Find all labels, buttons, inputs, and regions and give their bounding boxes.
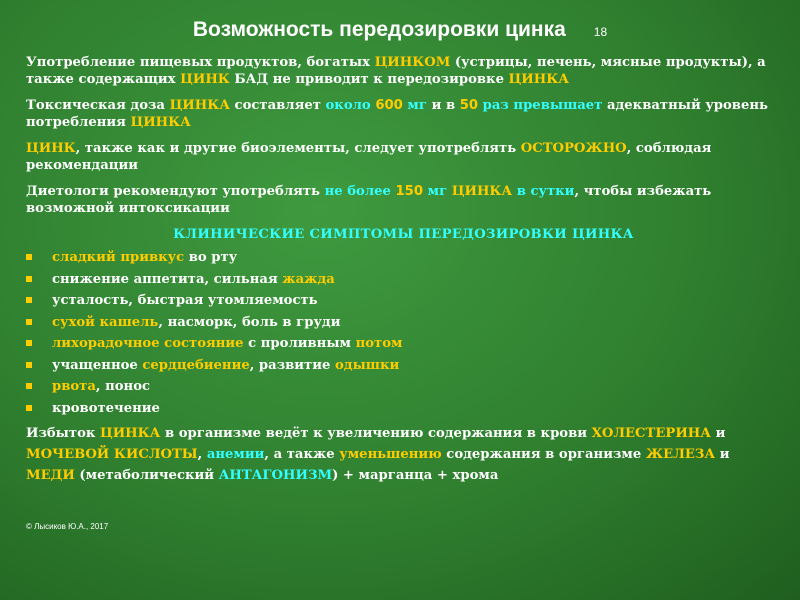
text: сухой кашель bbox=[52, 314, 159, 330]
text: и bbox=[711, 425, 726, 441]
list-item bbox=[26, 357, 781, 374]
square-bullet-icon bbox=[26, 276, 32, 282]
text: содержания в организме bbox=[441, 446, 646, 462]
text: учащенное bbox=[52, 357, 143, 373]
text: и bbox=[715, 446, 730, 462]
text: ЦИНК bbox=[180, 72, 230, 87]
text: составляет bbox=[229, 98, 326, 113]
text: одышки bbox=[335, 357, 400, 373]
list-item bbox=[26, 400, 781, 417]
text: АНТАГОНИЗМ bbox=[218, 467, 333, 483]
list-item bbox=[26, 378, 781, 395]
list-item bbox=[26, 335, 781, 352]
text: , чтобы избежать возможной интоксикации bbox=[26, 184, 712, 216]
square-bullet-icon bbox=[26, 383, 32, 389]
symptoms-heading: КЛИНИЧЕСКИЕ СИМПТОМЫ ПЕРЕДОЗИРОВКИ ЦИНКА bbox=[173, 227, 634, 242]
text: , соблюдая рекомендации bbox=[26, 141, 712, 173]
text: лихорадочное состояние bbox=[52, 336, 244, 351]
paragraph-excess bbox=[26, 423, 781, 486]
text: , понос bbox=[95, 379, 151, 394]
text: ЦИНКА bbox=[451, 184, 513, 199]
square-bullet-icon bbox=[26, 405, 32, 411]
text: мг bbox=[423, 184, 448, 199]
text: ЦИНКОМ bbox=[374, 55, 451, 70]
text: сладкий привкус bbox=[52, 250, 185, 265]
text: ХОЛЕСТЕРИНА bbox=[591, 425, 711, 441]
page-number: 18 bbox=[593, 25, 608, 39]
text: , bbox=[197, 446, 207, 462]
square-bullet-icon bbox=[26, 319, 32, 325]
text: уменьшению bbox=[339, 446, 442, 462]
square-bullet-icon bbox=[26, 254, 32, 260]
square-bullet-icon bbox=[26, 297, 32, 303]
text: , также как и другие биоэлементы, следует употреблять bbox=[75, 141, 521, 156]
list-item bbox=[26, 292, 781, 309]
text: мг bbox=[402, 98, 427, 113]
text: Избыток bbox=[26, 425, 100, 441]
text: жажда bbox=[282, 271, 335, 287]
text: 600 bbox=[375, 98, 403, 113]
text: в организме ведёт к увеличению содержания в крови bbox=[160, 425, 592, 441]
text: МЕДИ bbox=[26, 467, 75, 483]
text: рвота bbox=[52, 379, 96, 394]
slide-body bbox=[26, 54, 781, 495]
text: 150 bbox=[395, 184, 424, 199]
title-text: Возможность передозировки цинка bbox=[192, 18, 566, 41]
text: ЦИНКА bbox=[99, 425, 161, 441]
text: ) + марганца + хрома bbox=[332, 467, 499, 483]
text: раз превышает bbox=[478, 98, 603, 113]
copyright: © Лысиков Ю.А., 2017 bbox=[26, 522, 109, 531]
text: адекватный уровень потребления bbox=[26, 98, 768, 130]
text: кровотечение bbox=[52, 400, 160, 416]
text: ЦИНК bbox=[26, 141, 76, 156]
square-bullet-icon bbox=[26, 362, 32, 368]
list-item bbox=[26, 249, 781, 266]
text: и в bbox=[426, 98, 460, 113]
text: , насморк, боль в груди bbox=[158, 314, 341, 330]
text: сердцебиение bbox=[142, 357, 250, 373]
text: потом bbox=[355, 336, 403, 351]
symptoms-list bbox=[26, 249, 781, 417]
text: , развитие bbox=[249, 357, 335, 373]
text: ЖЕЛЕЗА bbox=[645, 446, 716, 462]
paragraph-food bbox=[26, 54, 781, 88]
text: Диетологи рекомендуют употреблять bbox=[26, 184, 325, 199]
text: с проливным bbox=[243, 336, 356, 351]
text: усталость, быстрая утомляемость bbox=[52, 293, 318, 308]
text: , а также bbox=[264, 446, 340, 462]
text: ЦИНКА bbox=[130, 115, 191, 130]
text: не более bbox=[324, 184, 396, 199]
text: ЦИНКА bbox=[169, 98, 230, 113]
list-item bbox=[26, 314, 781, 331]
text: (устрицы, печень, мясные продукты), а также содержащих bbox=[26, 55, 766, 87]
paragraph-recommendation bbox=[26, 183, 781, 217]
text: (метаболический bbox=[74, 467, 219, 483]
paragraph-toxic-dose bbox=[26, 97, 781, 131]
slide-title bbox=[0, 18, 800, 42]
text: БАД не приводит к передозировке bbox=[229, 72, 509, 87]
text: около bbox=[325, 98, 376, 113]
text: ЦИНКА bbox=[508, 72, 569, 87]
text: ОСТОРОЖНО bbox=[520, 141, 627, 156]
text: МОЧЕВОЙ КИСЛОТЫ bbox=[26, 446, 198, 462]
square-bullet-icon bbox=[26, 340, 32, 346]
text: , сильная bbox=[204, 271, 283, 287]
text: 50 bbox=[459, 98, 479, 113]
text: анемии bbox=[206, 446, 265, 462]
text: в сутки bbox=[512, 184, 575, 199]
text: Токсическая доза bbox=[26, 98, 170, 113]
paragraph-caution bbox=[26, 140, 781, 174]
text: снижение аппетита bbox=[52, 271, 205, 287]
list-item bbox=[26, 271, 781, 288]
text: Употребление пищевых продуктов, богатых bbox=[26, 55, 375, 70]
text: во рту bbox=[184, 250, 238, 265]
